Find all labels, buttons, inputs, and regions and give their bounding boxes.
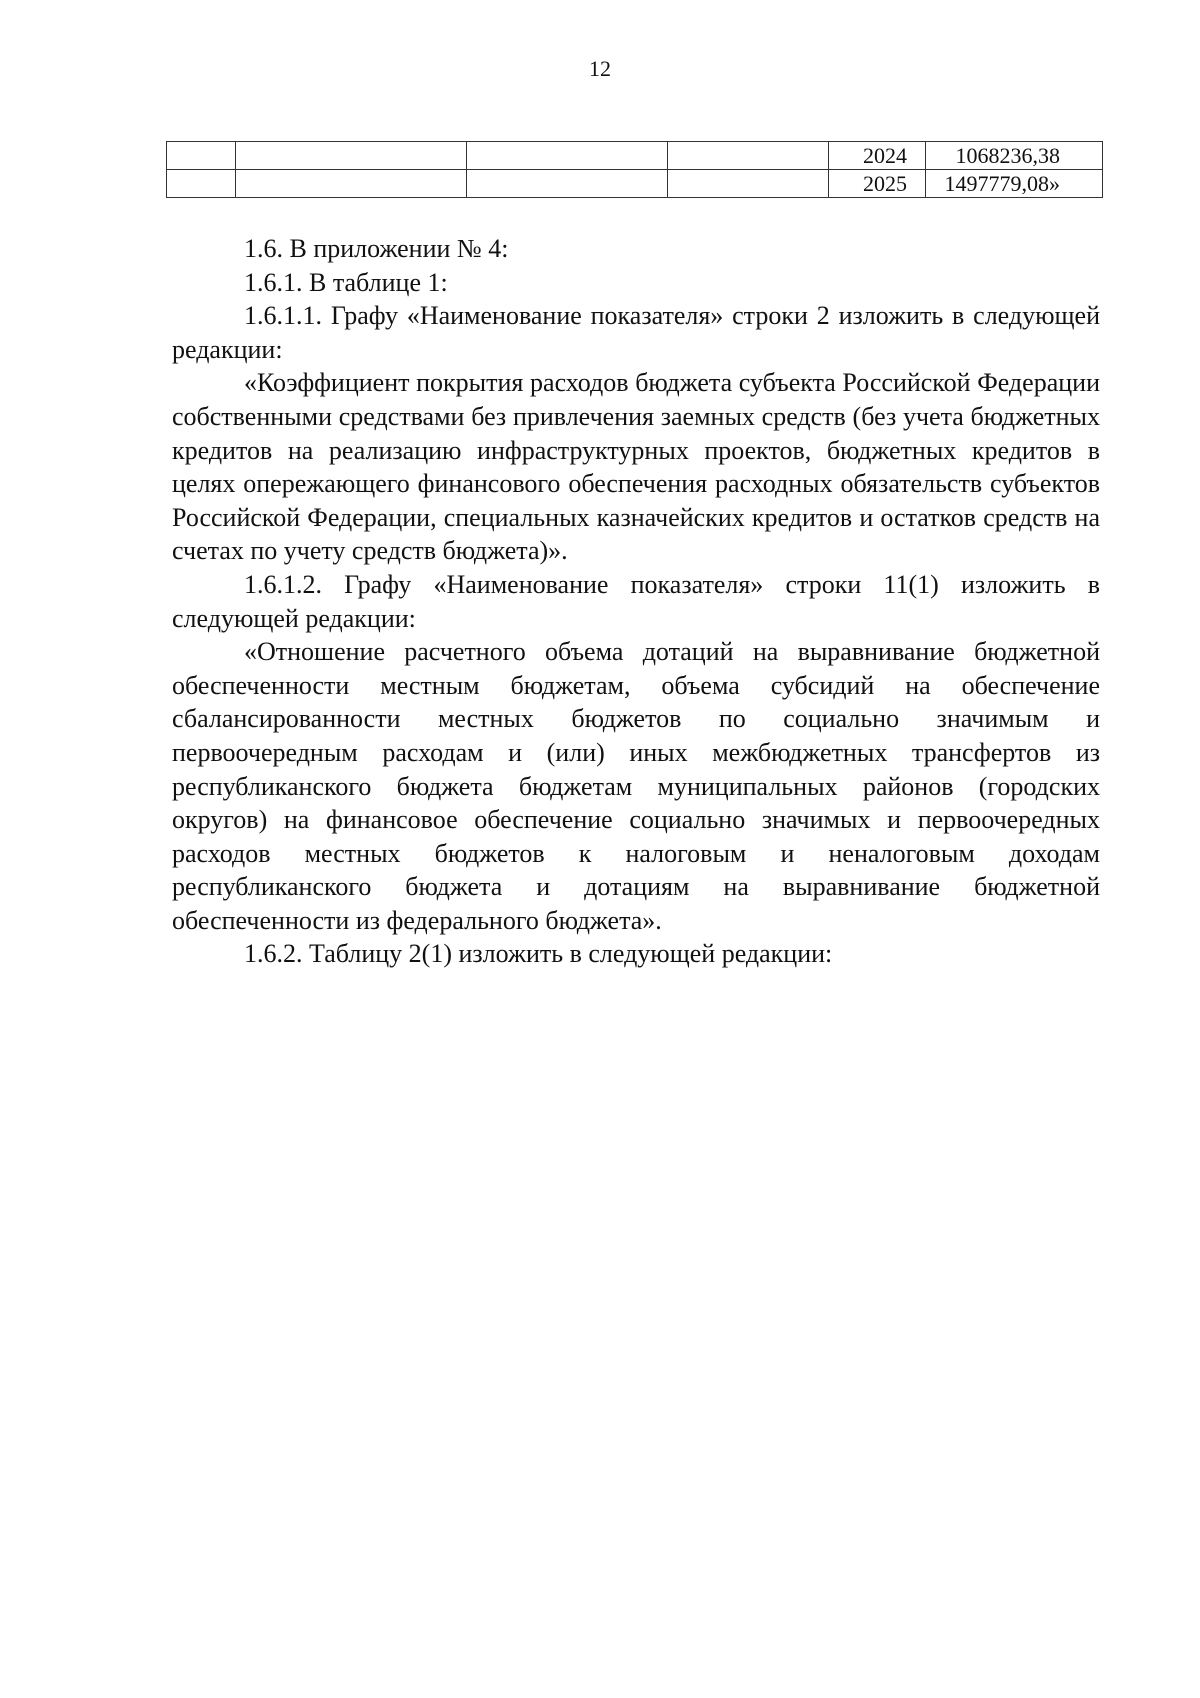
table-cell bbox=[668, 170, 829, 198]
paragraph-section-1-6-1-2: 1.6.1.2. Графу «Наименование показателя» строки 11(1) изложить в следующей редакции: bbox=[172, 569, 1100, 633]
year-cell: 2025 bbox=[829, 170, 926, 198]
paragraph-section-1-6: 1.6. В приложении № 4: bbox=[244, 234, 509, 263]
amount-cell: 1497779,08» bbox=[926, 170, 1103, 198]
table-cell bbox=[236, 142, 467, 170]
continued-table bbox=[166, 141, 1103, 198]
year-cell: 2024 bbox=[829, 142, 926, 170]
page-number: 12 bbox=[589, 56, 611, 81]
paragraph-section-1-6-1: 1.6.1. В таблице 1: bbox=[244, 267, 448, 297]
table-cell bbox=[167, 170, 236, 198]
quoted-indicator-name-row-11-1: «Отношение расчетного объема дотаций на выравнивание бюджетной обеспеченности местным бюджетам, объема субсидий на обеспечение сбалансированности местных бюджетов по социально значимым и первоочередным расходам и (или) иных межбюджетных трансфертов из республиканского бюджета бюджетам муниципальных районов (городских округов) на финансовое обеспечение социально значимых и первоочередных расходов местных бюджетов к налоговым и неналоговым доходам республиканского бюджета и дотациям на выравнивание бюджетной обеспеченности из федерального бюджета». bbox=[172, 637, 1100, 935]
table-cell bbox=[167, 142, 236, 170]
paragraph-section-1-6-1-1: 1.6.1.1. Графу «Наименование показателя» строки 2 изложить в следующей редакции: bbox=[172, 301, 1100, 364]
table-cell bbox=[236, 170, 467, 198]
paragraph-section-1-6-2: 1.6.2. Таблицу 2(1) изложить в следующей редакции: bbox=[244, 939, 833, 969]
table-cell bbox=[467, 142, 668, 170]
table-row bbox=[167, 142, 1103, 170]
table-row bbox=[167, 170, 1103, 198]
quoted-indicator-name-row-2: «Коэффициент покрытия расходов бюджета субъекта Российской Федерации собственными средствами без привлечения заемных средств (без учета бюджетных кредитов на реализацию инфраструктурных проектов, бюджетных кредитов в целях опережающего финансового обеспечения расходных обязательств субъектов Российской Федерации, специальных казначейских кредитов и остатков средств на счетах по учету средств бюджета)». bbox=[172, 368, 1100, 566]
table-cell bbox=[467, 170, 668, 198]
amount-cell: 1068236,38 bbox=[926, 142, 1103, 170]
table-cell bbox=[668, 142, 829, 170]
document-body bbox=[172, 232, 1100, 971]
